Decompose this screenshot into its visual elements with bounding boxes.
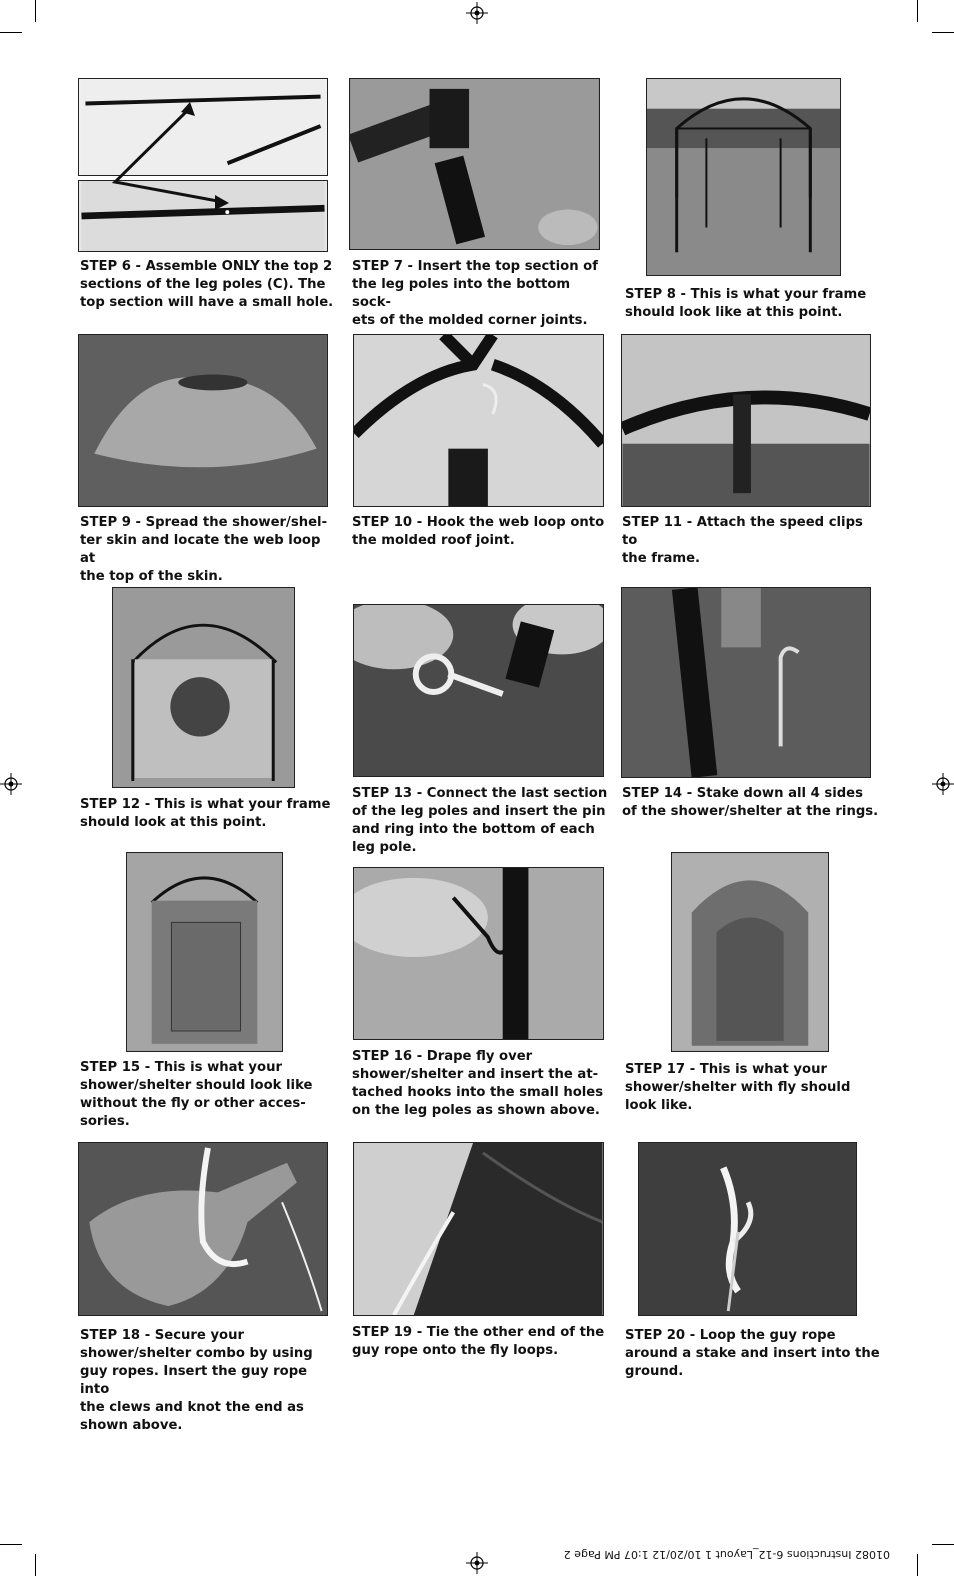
step-8-caption: STEP 8 - This is what your frame should look like at this point. (625, 287, 867, 320)
crop-mark (35, 0, 36, 22)
crop-mark (35, 1554, 36, 1576)
step-16-photo (353, 867, 604, 1040)
step-10-caption: STEP 10 - Hook the web loop onto the molded roof joint. (352, 515, 605, 548)
crop-mark (0, 32, 22, 33)
step-20-photo (638, 1142, 857, 1316)
registration-mark-icon (0, 773, 22, 795)
step-19-photo (353, 1142, 604, 1316)
step-9-photo (78, 334, 328, 507)
step-14-photo (621, 587, 871, 778)
step-15-caption: STEP 15 - This is what your shower/shelter should look like without the fly or other acces- sories. (80, 1060, 313, 1129)
registration-mark-icon (932, 773, 954, 795)
step-6-caption: STEP 6 - Assemble ONLY the top 2 sections of the leg poles (C). The top section will have a small hole. (80, 259, 334, 310)
step-12-caption: STEP 12 - This is what your frame should look at this point. (80, 797, 331, 830)
step-18-caption: STEP 18 - Secure your shower/shelter combo by using guy ropes. Insert the guy rope into the clews and knot the end as shown above. (80, 1328, 313, 1433)
step-9-caption: STEP 9 - Spread the shower/shel- ter skin and locate the web loop at the top of the skin. (80, 515, 328, 584)
registration-mark-icon (466, 2, 488, 24)
step-17-photo (671, 852, 829, 1052)
crop-mark (0, 1544, 22, 1545)
step-7-caption: STEP 7 - Insert the top section of the leg poles into the bottom sock- ets of the molded corner joints. (352, 259, 598, 328)
crop-mark (917, 1554, 918, 1576)
step-17-caption: STEP 17 - This is what your shower/shelter with fly should look like. (625, 1062, 851, 1113)
crop-mark (917, 0, 918, 22)
step-13-caption: STEP 13 - Connect the last section of the leg poles and insert the pin and ring into the bottom of each leg pole. (352, 786, 608, 855)
step-20-caption: STEP 20 - Loop the guy rope around a stake and insert into the ground. (625, 1328, 880, 1379)
step-15-photo (126, 852, 283, 1052)
step-16-caption: STEP 16 - Drape fly over shower/shelter and insert the at- tached hooks into the small holes on the leg poles as shown above. (352, 1049, 604, 1118)
step-6-arrow-icon (105, 100, 235, 215)
step-11-caption: STEP 11 - Attach the speed clips to the frame. (622, 515, 863, 566)
step-19-caption: STEP 19 - Tie the other end of the guy rope onto the fly loops. (352, 1325, 605, 1358)
step-7-photo (349, 78, 600, 250)
crop-mark (932, 32, 954, 33)
crop-mark (932, 1544, 954, 1545)
step-8-photo (646, 78, 841, 276)
step-11-photo (621, 334, 871, 507)
step-18-photo (78, 1142, 328, 1316)
step-13-photo (353, 604, 604, 777)
step-12-photo (112, 587, 295, 788)
step-14-caption: STEP 14 - Stake down all 4 sides of the shower/shelter at the rings. (622, 786, 879, 819)
print-slug: 01082 Instructions 6-12_Layout 1 10/20/12 1:07 PM Page 2 (563, 1548, 890, 1561)
registration-mark-icon (466, 1552, 488, 1574)
step-10-photo (353, 334, 604, 507)
